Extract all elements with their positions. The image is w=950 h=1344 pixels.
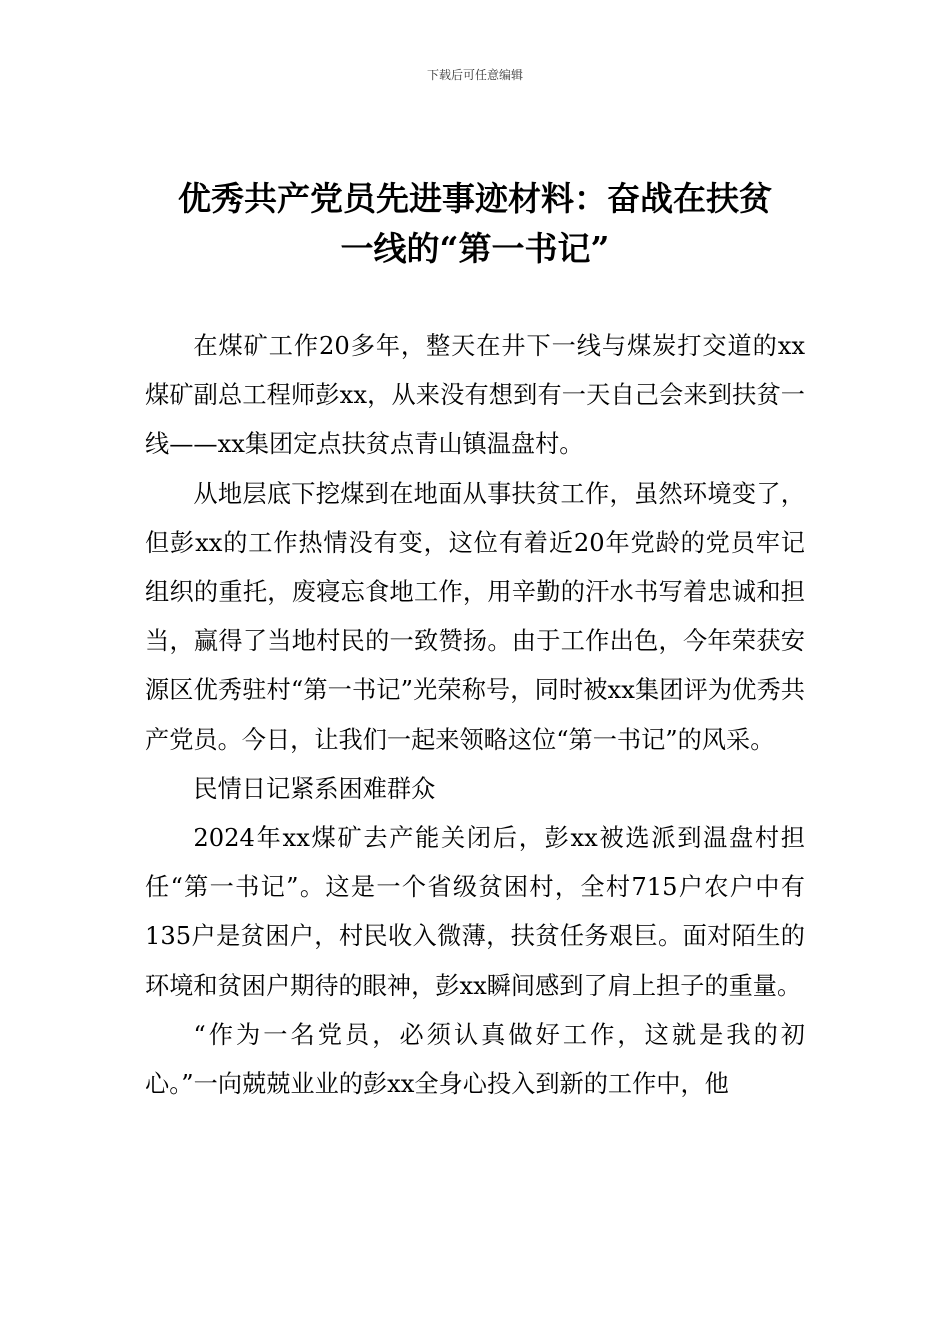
paragraph-quote: “作为一名党员，必须认真做好工作，这就是我的初心。”一向兢兢业业的彭xx全身心投入到新的工作中，他 [145, 1020, 805, 1099]
section-heading: 民情日记紧系困难群众 [193, 774, 436, 803]
header-note: 下载后可任意编辑 [426, 68, 523, 82]
title-line-1: 优秀共产党员先进事迹材料：奋战在扶贫 [178, 179, 772, 218]
document-title [145, 174, 805, 274]
paragraph-background: 从地层底下挖煤到在地面从事扶贫工作，虽然环境变了，但彭xx的工作热情没有变，这位有着近20年党龄的党员牢记组织的重托，废寝忘食地工作，用辛勤的汗水书写着忠诚和担当，赢得了当地村民的一致赞扬。由于工作出色，今年荣获安源区优秀驻村“第一书记”光荣称号，同时被xx集团评为优秀共产党员。今日，让我们一起来领略这位“第一书记”的风采。 [145, 479, 805, 754]
document-body [145, 322, 805, 1109]
paragraph-assignment: 2024年xx煤矿去产能关闭后，彭xx被选派到温盘村担任“第一书记”。这是一个省级贫困村，全村715户农户中有135户是贫困户，村民收入微薄，扶贫任务艰巨。面对陌生的环境和贫困户期待的眼神，彭xx瞬间感到了肩上担子的重量。 [145, 824, 805, 1000]
title-line-2: 一线的“第一书记” [340, 229, 610, 268]
paragraph-intro: 在煤矿工作20多年，整天在井下一线与煤炭打交道的xx煤矿副总工程师彭xx，从来没有想到有一天自己会来到扶贫一线——xx集团定点扶贫点青山镇温盘村。 [145, 332, 805, 459]
